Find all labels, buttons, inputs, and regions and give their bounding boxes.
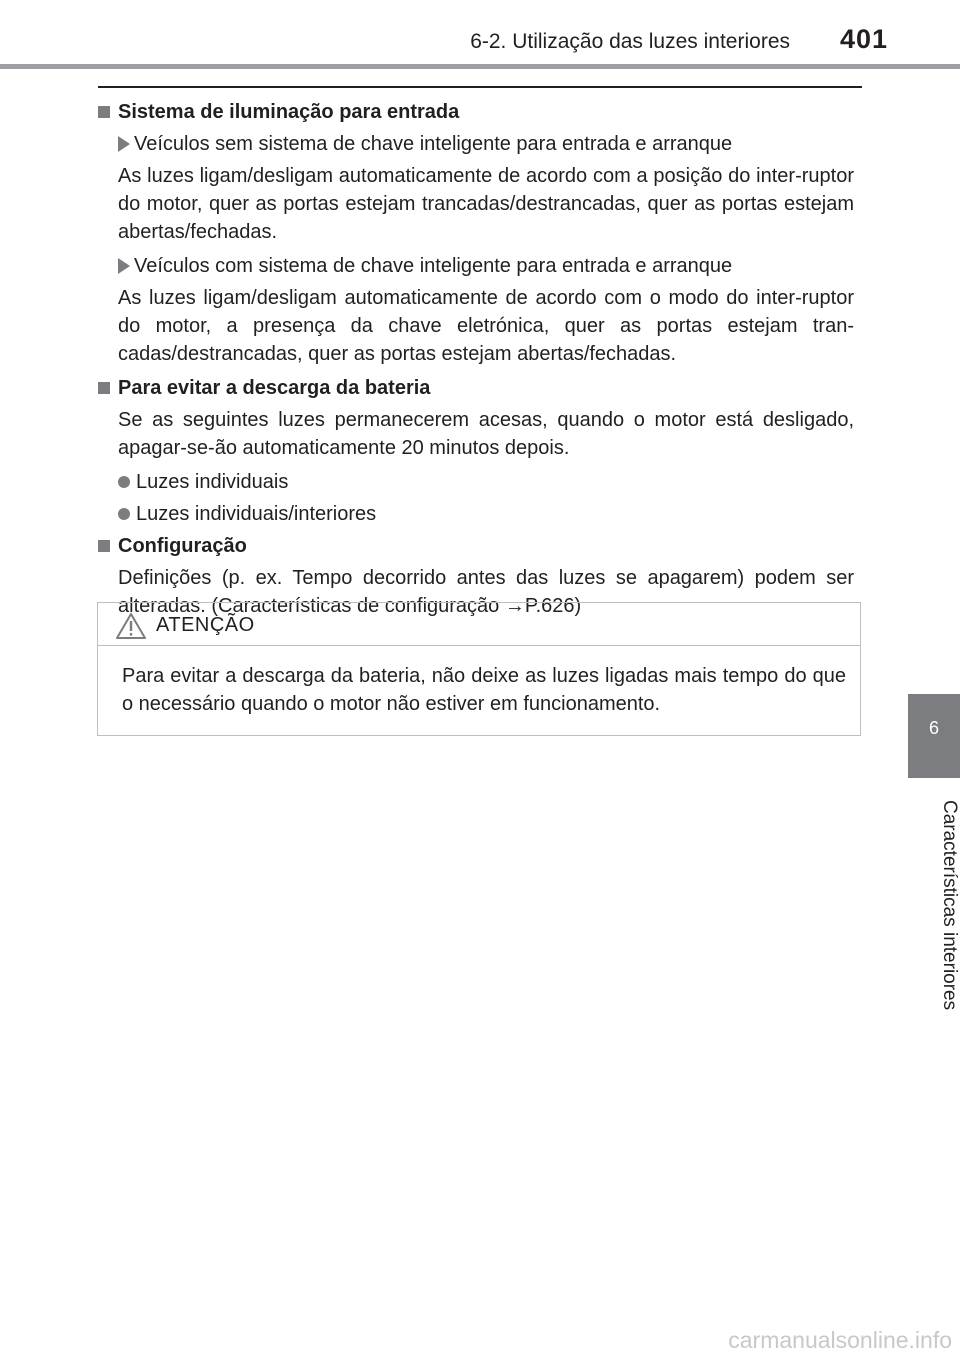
- warning-box: [97, 602, 861, 736]
- page-content: [98, 86, 862, 626]
- list-item: [118, 468, 862, 496]
- subheading-with-smart-key: [118, 252, 862, 280]
- warning-header: [98, 603, 860, 646]
- square-bullet-icon: [98, 106, 110, 118]
- chapter-number: 6: [928, 718, 939, 738]
- heading-text: Sistema de iluminação para entrada: [118, 101, 460, 123]
- paragraph-without-smart-key: As luzes ligam/desligam automaticamente de acordo com a posição do inter-ruptor do motor, quer as portas estejam trancadas/destrancadas, quer as portas estejam abertas/fechadas.: [118, 165, 854, 243]
- warning-triangle-icon: [116, 613, 146, 639]
- section-title: 6-2. Utilização das luzes interiores: [470, 30, 790, 53]
- page-number: 401: [839, 24, 888, 54]
- circle-bullet-icon: [118, 476, 130, 488]
- warning-title: ATENÇÃO: [156, 614, 255, 636]
- paragraph-battery: Se as seguintes luzes permanecerem acesas, quando o motor está desligado, apagar-se-ão automaticamente 20 minutos depois.: [118, 409, 854, 459]
- list-item-text: Luzes individuais/interiores: [136, 503, 377, 525]
- heading-text: Configuração: [118, 535, 247, 557]
- list-item-text: Luzes individuais: [136, 471, 289, 493]
- circle-bullet-icon: [118, 508, 130, 520]
- square-bullet-icon: [98, 540, 110, 552]
- subheading-without-smart-key: [118, 130, 862, 158]
- subheading-text: Veículos com sistema de chave inteligente para entrada e arranque: [134, 255, 733, 277]
- section-heading-entry-lighting: [98, 98, 862, 126]
- watermark-text: carmanualsonline.info: [728, 1327, 952, 1353]
- header-rule: [0, 64, 960, 69]
- section-heading-battery: [98, 374, 862, 402]
- heading-text: Para evitar a descarga da bateria: [118, 377, 431, 399]
- chapter-tab: [908, 694, 960, 778]
- list-item: [118, 500, 862, 528]
- square-bullet-icon: [98, 382, 110, 394]
- warning-text: Para evitar a descarga da bateria, não deixe as luzes ligadas mais tempo do que o necessário quando o motor não estiver em funcionamento.: [122, 665, 846, 715]
- triangle-bullet-icon: [118, 258, 130, 274]
- chapter-label: Características interiores: [939, 799, 960, 1011]
- subheading-text: Veículos sem sistema de chave inteligente para entrada e arranque: [134, 133, 733, 155]
- paragraph-configuration: Definições (p. ex. Tempo decorrido antes das luzes se apagarem) podem ser alteradas. (Características de configuração →P.626): [118, 567, 854, 617]
- content-top-rule: [98, 86, 862, 88]
- paragraph-with-smart-key: As luzes ligam/desligam automaticamente de acordo com o modo do inter-ruptor do motor, a presença da chave eletrónica, quer as portas estejam tran-cadas/destrancadas, quer as portas estejam abertas/fechadas.: [118, 287, 854, 365]
- section-heading-configuration: [98, 532, 862, 560]
- page-header: [0, 0, 960, 70]
- triangle-bullet-icon: [118, 136, 130, 152]
